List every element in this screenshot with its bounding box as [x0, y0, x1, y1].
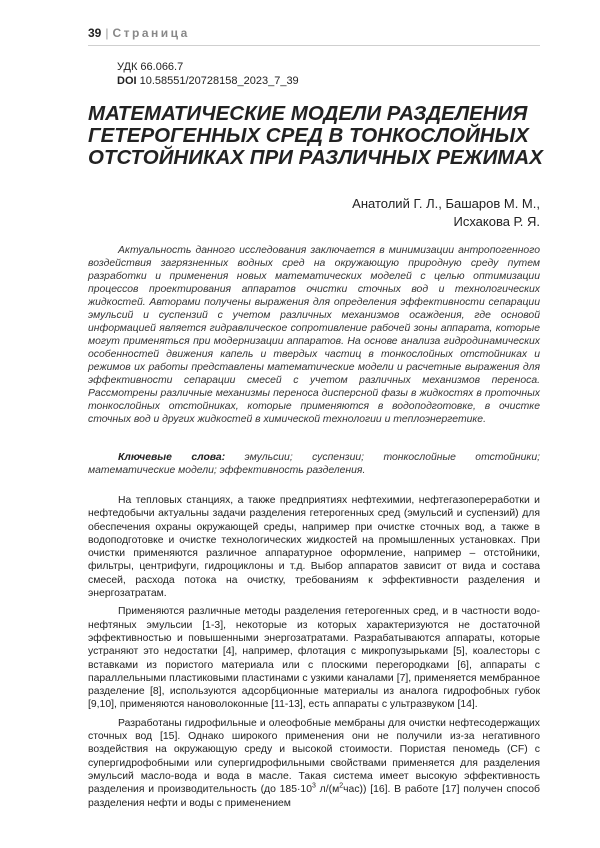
header-rule	[88, 45, 540, 46]
paragraph-3-part-b: л/(м	[315, 784, 340, 796]
doi-line	[117, 74, 299, 88]
udc-code: УДК 66.066.7	[117, 61, 184, 73]
paragraph-3-part-c: час)) [16]. В работе [17] получен способ разделения нефти и воды с применением	[88, 784, 540, 809]
paragraph-1: На тепловых станциях, а также предприятиях нефтехимии, нефтегазопереработки и нефтедобычи актуальны задачи разделения гетерогенных сред (эмульсий и суспензий) для обеспечения охраны окружающей среды, например при очистке сточных вод, а также в водоподготовке и очистке технологических жидкостей на промышленных установках. При очистки применяются различное аппаратурное оформление, например – отстойники, фильтры, центрифуги, гидроциклоны и т.д. Выбор аппаратов зависит от вида и состава смесей, расхода потока на очистку, требованиям к эффективности разделения и энергозатратам.	[88, 495, 540, 600]
superscript-exponent: 3	[312, 782, 316, 790]
body-text	[88, 494, 540, 815]
keywords-text: эмульсии; суспензии; тонкослойные отстойники; математические модели; эффективность разделения.	[88, 452, 540, 476]
keywords-label: Ключевые слова:	[118, 452, 226, 463]
abstract: Актуальность данного исследования заключается в минимизации антропогенного воздействия загрязненных водных сред на окружающую природную среду путем разработки и применения новых математических моделей с целью оптимизации процессов проектирования аппаратов очистки сточных вод и технологических жидкостей. Авторами получены выражения для определения эффективности сепарации эмульсий и суспензий с учетом различных механизмов осаждения, где основой информацией является гидравлическое сопротивление рабочей зоны аппарата, которые могут применяться при модернизации аппаратов. На основе анализа гидродинамических особенностей движения капель и твердых частиц в тонкослойных отстойниках и режимов их работы представлены математические модели и расчетные выражения для эффективности сепарации смесей с учетом различных механизмов переноса. Рассмотрены различные механизмы переноса дисперсной фазы в жидкостях в проточных тонкослойных отстойниках, которые применяются в водоподготовке, в очистке сточных вод и других жидкостей в химической технологии и теплоэнергетике.	[88, 245, 540, 425]
paragraph-3-part-a: Разработаны гидрофильные и олеофобные мембраны для очистки нефтесодержащих сточных вод [15]. Однако широкого применения они не получили из-за негативного воздействия на окружающую среду и высокой стоимости. Пористая пеномедь (CF) с супергидрофобными или супергидрофильными свойствами применяется для разделения эмульсий масло-вода и вода в масле. Такая система имеет высокую эффективность разделения и производительность (до 185·10	[88, 717, 540, 796]
keywords	[88, 451, 540, 477]
doi-label: DOI	[117, 75, 137, 87]
paragraph-3	[88, 717, 540, 810]
authors-line-2: Исхакова Р. Я.	[453, 214, 540, 229]
superscript-square: 2	[339, 782, 344, 790]
title-line-3: ОТСТОЙНИКАХ ПРИ РАЗЛИЧНЫХ РЕЖИМАХ	[88, 146, 543, 169]
doi-value: 10.58551/20728158_2023_7_39	[136, 75, 299, 87]
paragraph-2: Применяются различные методы разделения гетерогенных сред, и в частности водо-нефтяных эмульсии [1-3], некоторые из которых характеризуются не достаточной эффективностью и повышенными энергозатратами. Разрабатываются аппараты, которые устраняют это недостатки [4], например, флотация с микропузырьками [5], коалесторы с вставками из пористого материала или с плоскими перегородками [6], аппараты с параллельными пластиковыми пластинами с узкими каналами [7], применяется мембранное разделение [8], используются адсорбционные материалы из аналога гидрофобных губок [9,10], применяются нановолоконные [11-13], есть аппараты с ультразвуком [14].	[88, 606, 540, 711]
article-title	[88, 102, 543, 169]
running-header	[88, 26, 190, 40]
authors	[352, 195, 540, 231]
authors-line-1: Анатолий Г. Л., Башаров М. М.,	[352, 196, 540, 211]
title-line-1: МАТЕМАТИЧЕСКИЕ МОДЕЛИ РАЗДЕЛЕНИЯ	[88, 102, 528, 125]
udc-block	[117, 60, 299, 88]
header-separator: |	[105, 26, 109, 40]
page-word: Страница	[112, 26, 190, 40]
page-number: 39	[88, 26, 102, 40]
title-line-2: ГЕТЕРОГЕННЫХ СРЕД В ТОНКОСЛОЙНЫХ	[88, 124, 529, 147]
